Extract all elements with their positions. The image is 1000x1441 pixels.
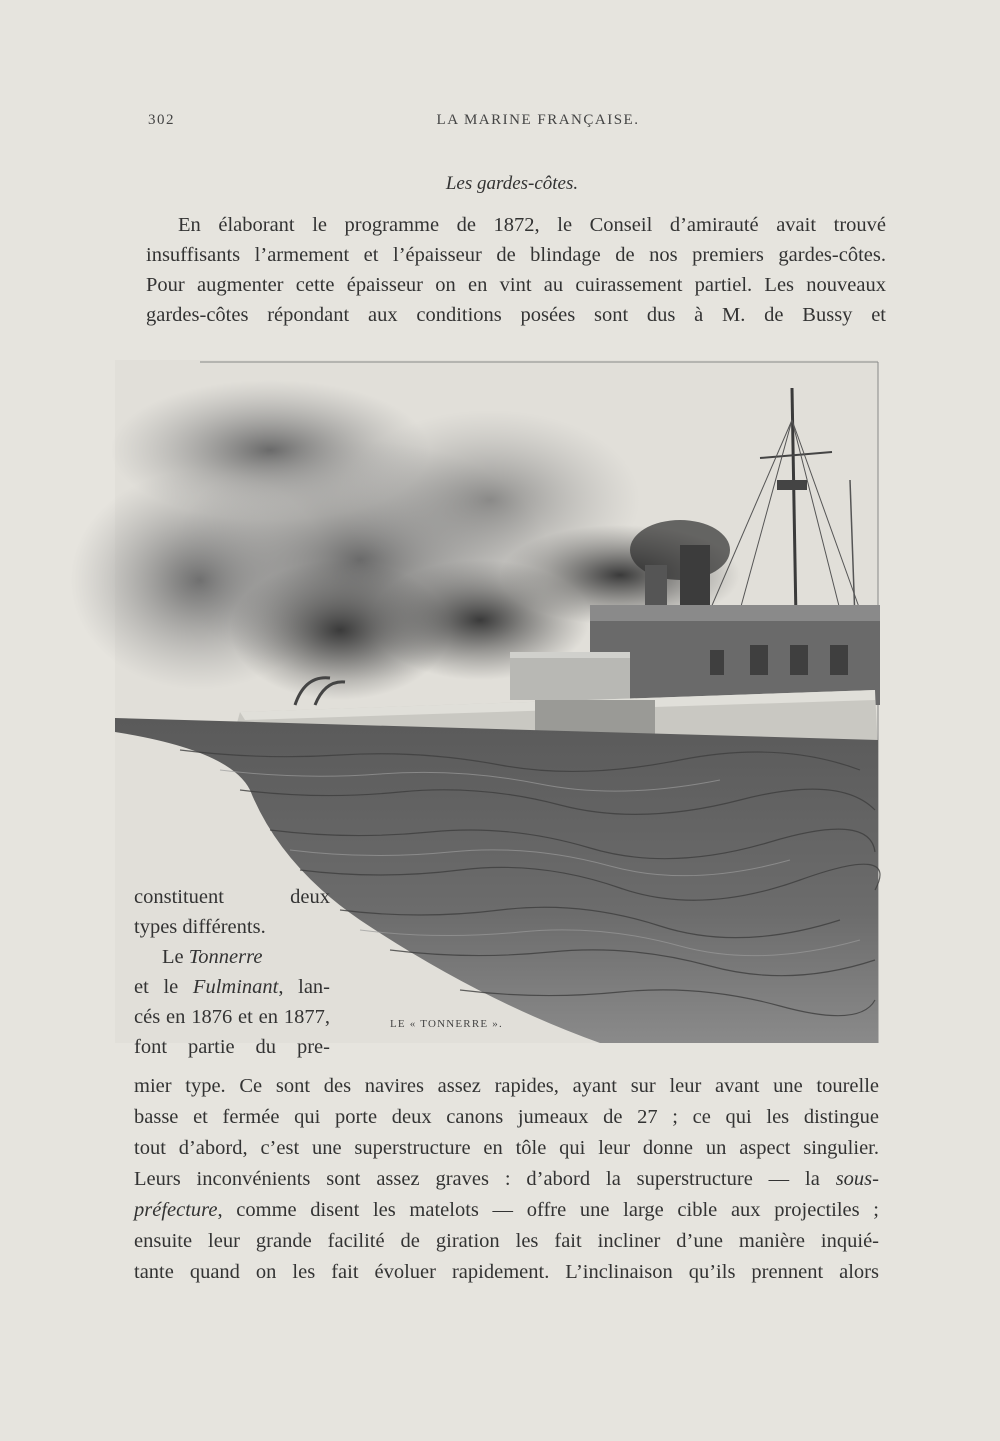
page-number: 302 bbox=[148, 112, 175, 128]
intro-line: gardes-côtes répondant aux conditions posées sont dus à M. de Bussy et bbox=[146, 304, 886, 326]
intro-paragraph bbox=[146, 210, 886, 330]
body-line: basse et fermée qui porte deux canons jumeaux de 27 ; ce qui les distingue bbox=[134, 1106, 879, 1128]
wrap-line: constituent deux bbox=[134, 886, 330, 908]
wrap-line bbox=[134, 972, 330, 1002]
intro-line: En élaborant le programme de 1872, le Conseil d’amirauté avait trouvé bbox=[178, 214, 886, 236]
body-line bbox=[134, 1195, 879, 1226]
wrapped-text-column bbox=[134, 882, 330, 1062]
section-heading: Les gardes-côtes. bbox=[445, 173, 579, 194]
ship-name-fulminant: Fulminant bbox=[192, 976, 279, 998]
figure-caption: LE « TONNERRE ». bbox=[390, 1018, 503, 1030]
body-text-segment: , comme disent les matelots — offre une large cible aux projectiles ; bbox=[217, 1199, 879, 1221]
italic-term: préfecture bbox=[134, 1199, 218, 1221]
running-head bbox=[148, 112, 888, 136]
body-text-segment: Leurs inconvénients sont assez graves : d’abord la superstructure — la bbox=[134, 1168, 836, 1190]
wrap-line bbox=[134, 942, 330, 972]
wrap-line: types différents. bbox=[134, 916, 266, 938]
body-line: mier type. Ce sont des navires assez rapides, ayant sur leur avant une tourelle bbox=[134, 1075, 879, 1097]
intro-line: Pour augmenter cette épaisseur on en vint au cuirassement partiel. Les nouveaux bbox=[146, 274, 886, 296]
wrap-line: font partie du pre- bbox=[134, 1036, 330, 1058]
body-line bbox=[134, 1164, 879, 1195]
wrap-text-segment: , lan- bbox=[278, 976, 331, 998]
ship-name-tonnerre: Tonnerre bbox=[188, 946, 263, 968]
intro-line: insuffisants l’armement et l’épaisseur de blindage de nos premiers gardes-côtes. bbox=[146, 244, 886, 266]
running-title: LA MARINE FRANÇAISE. bbox=[436, 112, 640, 128]
wrap-text-segment: et le bbox=[134, 976, 193, 998]
wrap-line: cés en 1876 et en 1877, bbox=[134, 1006, 330, 1028]
body-line: ensuite leur grande facilité de giration les fait incliner d’une manière inquié- bbox=[134, 1230, 879, 1252]
wrap-text-segment: Le bbox=[162, 946, 189, 968]
italic-term: sous- bbox=[835, 1168, 879, 1190]
body-paragraph bbox=[134, 1071, 879, 1288]
body-line: tout d’abord, c’est une superstructure en tôle qui leur donne un aspect singulier. bbox=[134, 1137, 879, 1159]
body-line: tante quand on les fait évoluer rapidement. L’inclinaison qu’ils prennent alors bbox=[134, 1261, 879, 1283]
